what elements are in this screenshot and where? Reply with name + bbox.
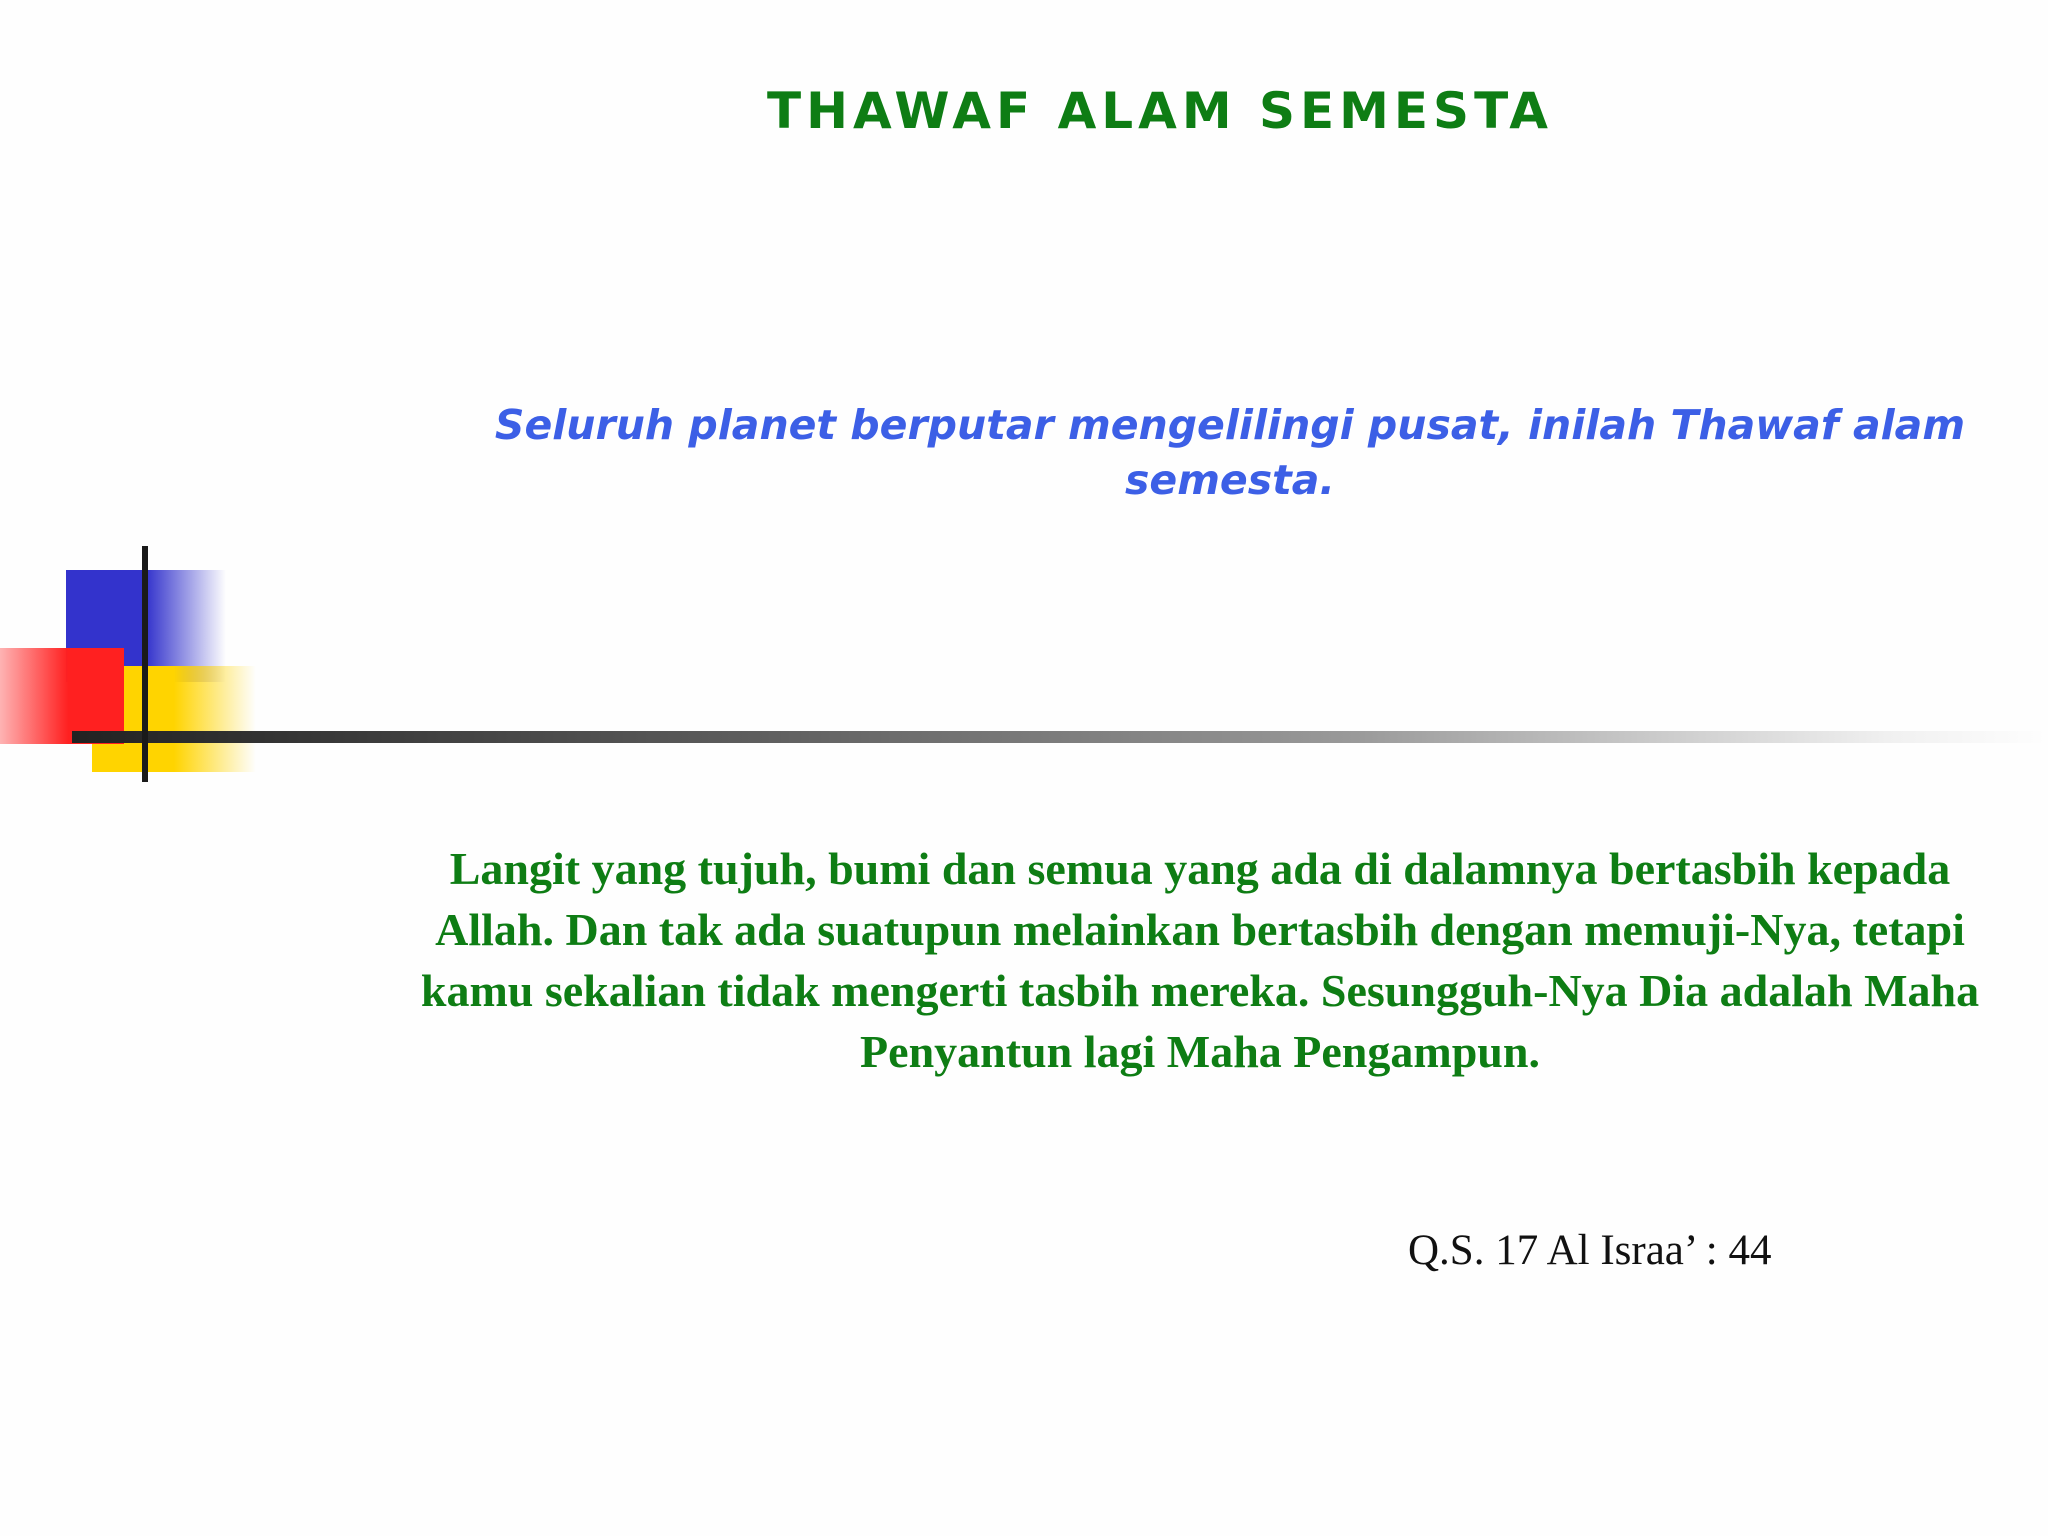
verse-citation: Q.S. 17 Al Israa’ : 44 [1408, 1227, 1772, 1274]
verse-text: Langit yang tujuh, bumi dan semua yang ada di dalamnya bertasbih kepada Allah. Dan tak ada suatupun melainkan bertasbih dengan memuji-Nya, tetapi kamu sekalian tidak mengerti tasbih mereka. Sesungguh-Nya Dia adalah Maha Penyantun lagi Maha Pengampun. [420, 843, 1980, 1077]
decorative-red-square [0, 648, 124, 744]
decorative-horizontal-line [72, 731, 2048, 743]
decorative-vertical-line [142, 546, 148, 782]
slide-title: THAWAF ALAM SEMESTA [767, 82, 1553, 140]
slide-subtitle: Seluruh planet berputar mengelilingi pusat, inilah Thawaf alam semesta. [494, 401, 1966, 504]
